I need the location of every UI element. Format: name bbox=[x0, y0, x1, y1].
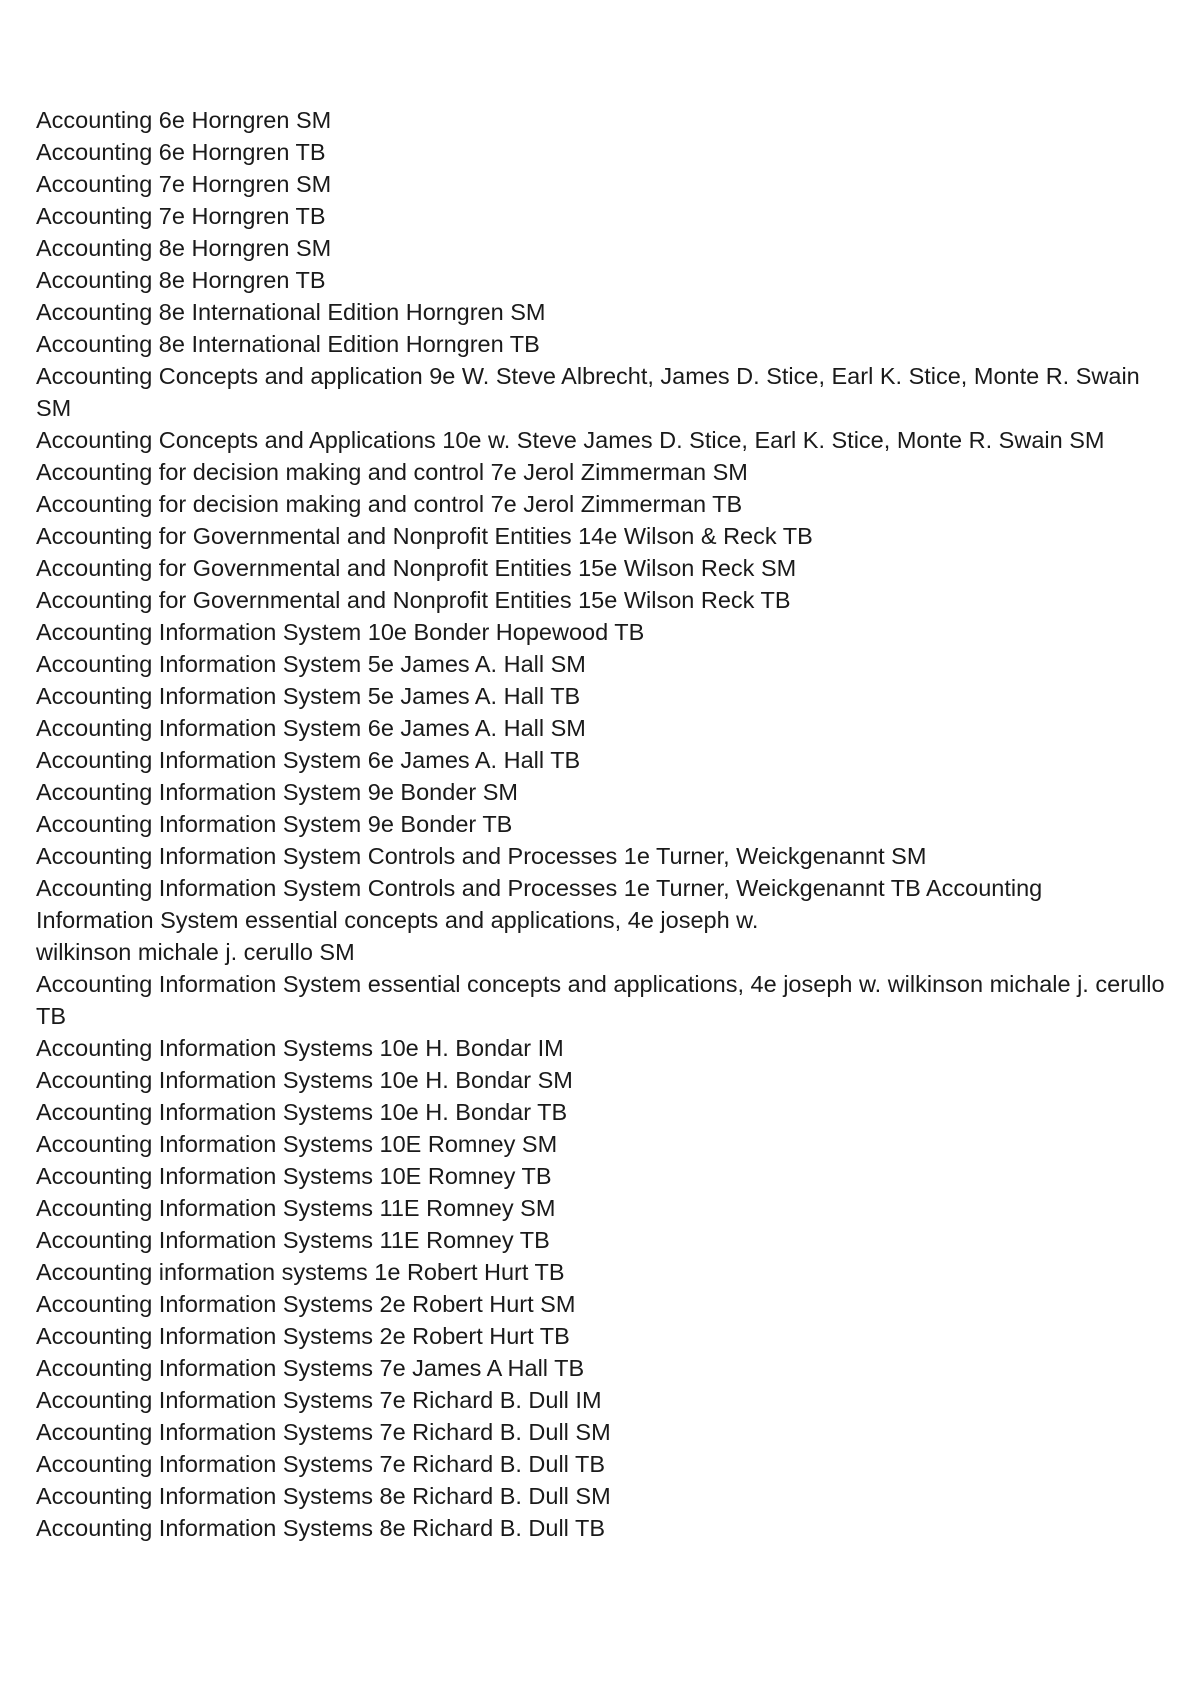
list-line: Accounting Information Systems 10E Romney TB bbox=[36, 1163, 552, 1189]
list-line: Accounting for decision making and control 7e Jerol Zimmerman TB bbox=[36, 491, 743, 517]
list-line: Accounting Concepts and application 9e W. Steve Albrecht, James D. Stice, Earl K. Stice, Monte R. Swain SM bbox=[36, 363, 1140, 421]
list-line: Accounting Information Systems 10E Romney SM bbox=[36, 1131, 558, 1157]
list-line: Accounting Information Systems 2e Robert Hurt TB bbox=[36, 1323, 570, 1349]
list-line: Accounting for decision making and control 7e Jerol Zimmerman SM bbox=[36, 459, 748, 485]
list-line: Accounting Information Systems 10e H. Bondar SM bbox=[36, 1067, 573, 1093]
list-line: Accounting Information Systems 11E Romney TB bbox=[36, 1227, 550, 1253]
list-line: Accounting Information System 5e James A. Hall TB bbox=[36, 683, 581, 709]
list-line: Accounting 8e Horngren SM bbox=[36, 235, 332, 261]
list-line: Accounting 8e International Edition Horngren SM bbox=[36, 299, 546, 325]
list-line: Accounting Information System Controls and Processes 1e Turner, Weickgenannt TB Accounting Information System essential concepts and applications, 4e joseph w. bbox=[36, 875, 1043, 933]
list-line: Accounting Information Systems 7e James A Hall TB bbox=[36, 1355, 585, 1381]
list-line: Accounting 6e Horngren TB bbox=[36, 139, 326, 165]
list-line: Accounting Information System 9e Bonder SM bbox=[36, 779, 518, 805]
list-line: Accounting Information Systems 10e H. Bondar IM bbox=[36, 1035, 564, 1061]
list-line: Accounting 8e Horngren TB bbox=[36, 267, 326, 293]
list-line: Accounting Information Systems 7e Richard B. Dull SM bbox=[36, 1419, 611, 1445]
list-line: Accounting Information System Controls and Processes 1e Turner, Weickgenannt SM bbox=[36, 843, 927, 869]
list-line: Accounting Information Systems 7e Richard B. Dull TB bbox=[36, 1451, 606, 1477]
list-line: Accounting Information Systems 2e Robert Hurt SM bbox=[36, 1291, 576, 1317]
list-line: Accounting Information Systems 10e H. Bondar TB bbox=[36, 1099, 568, 1125]
list-line: Accounting for Governmental and Nonprofit Entities 14e Wilson & Reck TB bbox=[36, 523, 813, 549]
list-line: Accounting Concepts and Applications 10e w. Steve James D. Stice, Earl K. Stice, Monte R. Swain SM bbox=[36, 427, 1105, 453]
document-page bbox=[36, 104, 1166, 1544]
list-line: Accounting 7e Horngren TB bbox=[36, 203, 326, 229]
list-line: Accounting Information System 9e Bonder TB bbox=[36, 811, 513, 837]
list-line: Accounting 6e Horngren SM bbox=[36, 107, 332, 133]
list-line: Accounting 7e Horngren SM bbox=[36, 171, 332, 197]
list-line: Accounting Information System essential concepts and applications, 4e joseph w. wilkinson michale j. cerullo TB bbox=[36, 971, 1165, 1029]
list-line: Accounting Information Systems 11E Romney SM bbox=[36, 1195, 556, 1221]
list-line: Accounting for Governmental and Nonprofit Entities 15e Wilson Reck TB bbox=[36, 587, 791, 613]
list-line: Accounting Information System 10e Bonder Hopewood TB bbox=[36, 619, 645, 645]
list-line: Accounting Information System 5e James A. Hall SM bbox=[36, 651, 586, 677]
list-line: Accounting Information Systems 7e Richard B. Dull IM bbox=[36, 1387, 602, 1413]
list-line: Accounting Information System 6e James A. Hall TB bbox=[36, 747, 581, 773]
list-line: Accounting Information System 6e James A. Hall SM bbox=[36, 715, 586, 741]
list-line: Accounting Information Systems 8e Richard B. Dull TB bbox=[36, 1515, 606, 1541]
list-line: Accounting Information Systems 8e Richard B. Dull SM bbox=[36, 1483, 611, 1509]
list-line: Accounting information systems 1e Robert Hurt TB bbox=[36, 1259, 565, 1285]
list-line: Accounting 8e International Edition Horngren TB bbox=[36, 331, 540, 357]
list-line: Accounting for Governmental and Nonprofit Entities 15e Wilson Reck SM bbox=[36, 555, 797, 581]
list-line: wilkinson michale j. cerullo SM bbox=[36, 939, 355, 965]
